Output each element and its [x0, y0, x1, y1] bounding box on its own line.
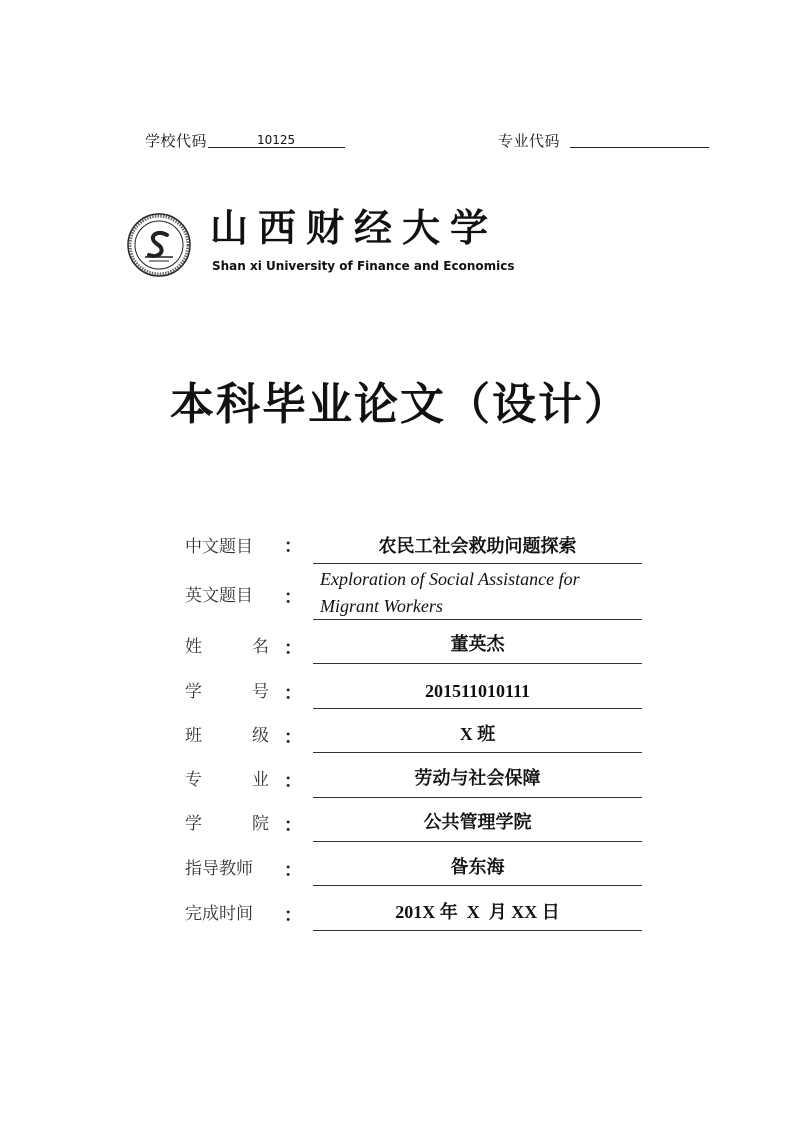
label-student-id — [185, 677, 269, 702]
colon: ： — [284, 905, 302, 926]
colon: ： — [284, 536, 302, 557]
row-underline — [313, 708, 642, 709]
value-class: X 班 — [459, 724, 496, 744]
major-code-label: 专业代码 — [498, 132, 561, 150]
row-underline — [313, 663, 642, 664]
university-name-en: Shan xi University of Finance and Economics — [212, 259, 515, 273]
colon: ： — [284, 587, 302, 608]
label-class-a: 班 — [185, 726, 202, 746]
label-cn-title: 中文题目 — [185, 537, 253, 557]
label-completion-date: 完成时间 — [185, 904, 253, 924]
university-seal-logo — [127, 213, 191, 277]
label-class — [185, 721, 269, 746]
major-code-underline — [570, 147, 709, 148]
row-underline — [313, 841, 642, 842]
value-student-id: 201511010111 — [424, 681, 531, 701]
value-en-title-line1: Exploration of Social Assistance for — [320, 569, 580, 589]
label-student-id-b: 号 — [252, 682, 269, 702]
colon: ： — [284, 860, 302, 881]
label-college-a: 学 — [185, 814, 202, 834]
value-advisor: 昝东海 — [450, 857, 505, 877]
colon: ： — [284, 683, 302, 704]
label-college — [185, 809, 269, 834]
colon: ： — [284, 727, 302, 748]
label-advisor: 指导教师 — [185, 859, 253, 879]
label-major-a: 专 — [185, 770, 202, 790]
value-major: 劳动与社会保障 — [414, 768, 541, 788]
row-underline — [313, 563, 642, 564]
colon: ： — [284, 771, 302, 792]
label-name-a: 姓 — [185, 637, 202, 657]
label-name-b: 名 — [252, 637, 269, 657]
label-major — [185, 765, 269, 790]
colon: ： — [284, 815, 302, 836]
row-underline — [313, 885, 642, 886]
school-code-underline — [208, 147, 345, 148]
label-name — [185, 632, 269, 657]
row-underline — [313, 752, 642, 753]
label-class-b: 级 — [252, 726, 269, 746]
school-code-label: 学校代码 — [145, 132, 208, 150]
value-college: 公共管理学院 — [423, 812, 532, 832]
value-name: 董英杰 — [450, 634, 505, 654]
value-en-title-line2: Migrant Workers — [320, 596, 443, 616]
value-completion-date: 201X 年 X 月 XX 日 — [395, 902, 560, 922]
row-underline — [313, 930, 642, 931]
row-underline — [313, 797, 642, 798]
label-major-b: 业 — [252, 770, 269, 790]
row-underline — [313, 619, 642, 620]
school-code-value: 10125 — [257, 133, 296, 147]
university-name-cn: 山西财经大学 — [210, 205, 499, 250]
colon: ： — [284, 638, 302, 659]
label-college-b: 院 — [252, 814, 269, 834]
page-title: 本科毕业论文（设计） — [170, 379, 630, 430]
value-cn-title: 农民工社会救助问题探索 — [378, 536, 577, 556]
label-student-id-a: 学 — [185, 682, 202, 702]
label-en-title: 英文题目 — [185, 586, 253, 606]
